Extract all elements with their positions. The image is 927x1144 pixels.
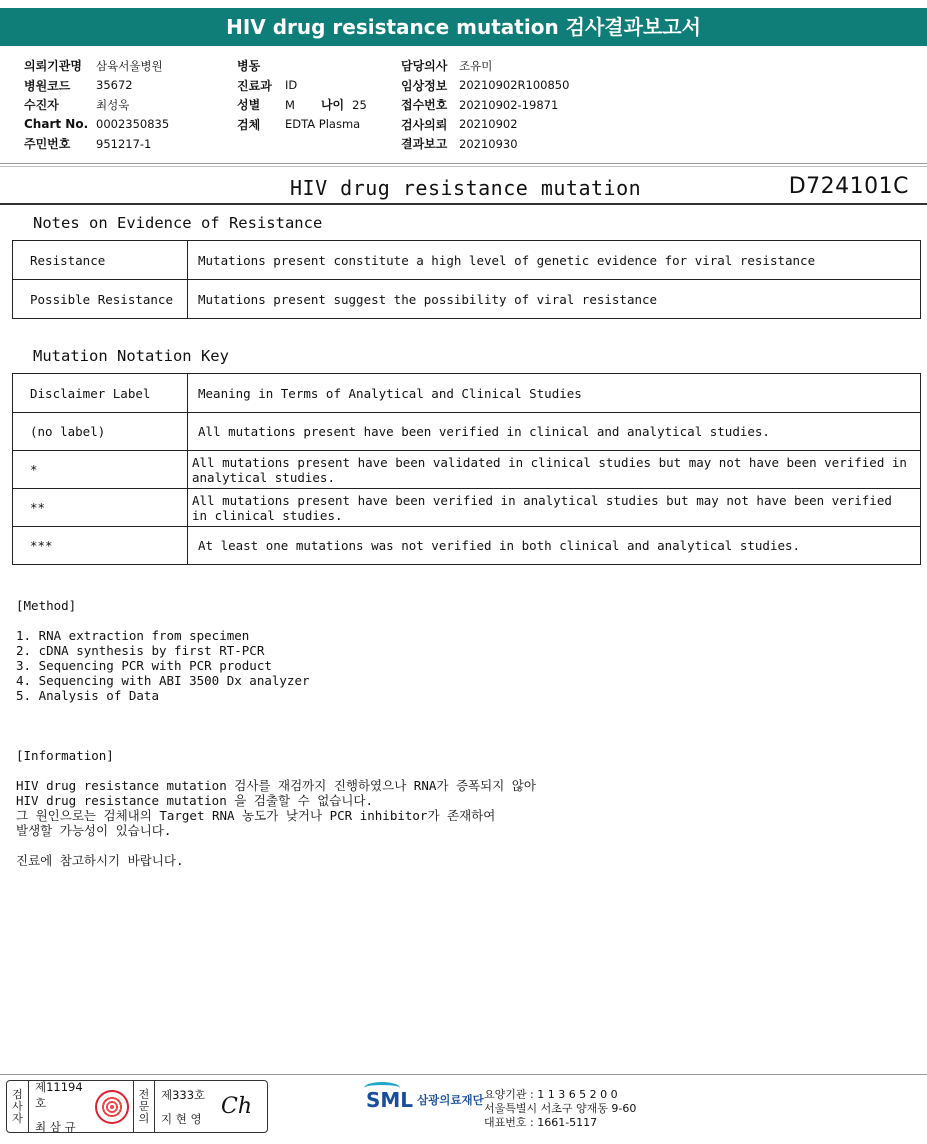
- notes-term: Possible Resistance: [13, 280, 188, 319]
- method-step: 1. RNA extraction from specimen: [16, 628, 250, 643]
- info-label: 진료과: [237, 78, 272, 93]
- key-header-label: Disclaimer Label: [13, 374, 188, 413]
- header-col-report: [401, 56, 569, 154]
- examiner-name: 최 삼 규: [35, 1119, 76, 1134]
- information-title: [Information]: [16, 748, 114, 763]
- table-row: [13, 241, 921, 280]
- sml-logo: [366, 1088, 484, 1112]
- info-row: [401, 115, 569, 135]
- report-title-bar: HIV drug resistance mutation 검사결과보고서: [0, 8, 927, 46]
- key-meaning: All mutations present have been validated in clinical studies but may not have been verified in analytical studies.: [188, 451, 921, 489]
- notes-desc: Mutations present suggest the possibility of viral resistance: [188, 280, 921, 319]
- chart-no-value: 0002350835: [96, 117, 170, 132]
- header-col-clinical: [237, 56, 367, 134]
- info-row: [24, 76, 169, 96]
- key-meaning: At least one mutations was not verified in both clinical and analytical studies.: [188, 527, 921, 565]
- resident-no-value: 951217-1: [96, 136, 152, 151]
- doctor-name: 지 현 영: [161, 1111, 202, 1126]
- method-title: [Method]: [16, 598, 77, 613]
- divider: [0, 166, 927, 172]
- info-label: 수진자: [24, 98, 59, 113]
- table-row: [13, 527, 921, 565]
- divider: [0, 203, 927, 205]
- info-label: 병원코드: [24, 78, 71, 93]
- org-address: 서울특별시 서초구 양재동 9-60: [484, 1102, 637, 1115]
- info-label: 병동: [237, 59, 261, 74]
- label-char: 검: [12, 1087, 23, 1101]
- method-step: 5. Analysis of Data: [16, 688, 159, 703]
- information-line: 발생할 가능성이 있습니다.: [16, 823, 172, 838]
- doctor-cell: [155, 1081, 217, 1132]
- signature-icon: Ch: [221, 1094, 253, 1119]
- method-step: 4. Sequencing with ABI 3500 Dx analyzer: [16, 673, 310, 688]
- method-steps: [16, 628, 310, 703]
- table-row: [13, 280, 921, 319]
- patient-name-value: 최성욱: [96, 97, 130, 112]
- info-label: 검체: [237, 117, 261, 132]
- label-char: 의: [138, 1111, 150, 1125]
- key-label: (no label): [13, 413, 188, 451]
- signature-box: [6, 1080, 268, 1133]
- info-label: Chart No.: [24, 117, 89, 132]
- age-value: 25: [352, 97, 367, 112]
- key-meaning: All mutations present have been verified in analytical studies but may not have been verified in clinical studies.: [188, 489, 921, 527]
- logo-mark: [366, 1088, 413, 1112]
- footer-divider: [0, 1074, 927, 1075]
- logo-text: 삼광의료재단: [417, 1093, 484, 1107]
- label-char: 문: [138, 1099, 150, 1113]
- clinical-info-value: 20210902R100850: [459, 78, 570, 93]
- info-label: 검사의뢰: [401, 117, 448, 132]
- logo-arc-icon: [364, 1082, 400, 1094]
- seal-pattern: [100, 1095, 124, 1119]
- info-row: [24, 134, 169, 154]
- info-label: 담당의사: [401, 59, 448, 74]
- info-label: 나이: [320, 98, 345, 113]
- request-date-value: 20210902: [459, 117, 518, 132]
- table-row: [13, 413, 921, 451]
- info-label: 의뢰기관명: [24, 59, 82, 74]
- org-phone: 대표번호 : 1661-5117: [484, 1116, 598, 1129]
- notes-table: [12, 240, 921, 319]
- table-row: [13, 489, 921, 527]
- info-label: 임상정보: [401, 78, 448, 93]
- key-meaning: All mutations present have been verified in clinical and analytical studies.: [188, 413, 921, 451]
- logo-mark-text: SML: [366, 1088, 414, 1112]
- report-heading: HIV drug resistance mutation: [290, 176, 642, 200]
- table-row: [13, 451, 921, 489]
- info-label: 성별: [237, 98, 261, 113]
- notes-term: Resistance: [13, 241, 188, 280]
- info-label: 접수번호: [401, 98, 448, 113]
- examiner-label: [7, 1081, 29, 1132]
- label-char: 자: [12, 1111, 23, 1125]
- key-label: **: [13, 489, 188, 527]
- information-line: HIV drug resistance mutation 검사를 재검까지 진행하였으나 RNA가 증폭되지 않아: [16, 778, 536, 793]
- info-row: [401, 56, 569, 76]
- info-row: [401, 76, 569, 96]
- info-row: [401, 95, 569, 115]
- info-row: [237, 115, 367, 135]
- specimen-value: EDTA Plasma: [285, 117, 361, 132]
- org-code: 요양기관 : 1 1 3 6 5 2 0 0: [484, 1088, 618, 1101]
- label-char: 전: [138, 1087, 150, 1101]
- patient-info-header: [0, 52, 927, 164]
- information-line: 그 원인으로는 검체내의 Target RNA 농도가 낮거나 PCR inhibitor가 존재하여: [16, 808, 496, 823]
- information-text: [16, 778, 536, 838]
- institution-value: 삼육서울병원: [96, 58, 163, 73]
- table-header-row: [13, 374, 921, 413]
- info-row: [401, 134, 569, 154]
- info-label: 결과보고: [401, 137, 448, 152]
- doctor-value: 조유미: [459, 58, 493, 73]
- method-step: 2. cDNA synthesis by first RT-PCR: [16, 643, 265, 658]
- receipt-no-value: 20210902-19871: [459, 97, 559, 112]
- information-closing: 진료에 참고하시기 바랍니다.: [16, 853, 184, 868]
- report-code: D724101C: [788, 174, 909, 199]
- doctor-label: [133, 1081, 155, 1132]
- header-col-institution: [24, 56, 169, 154]
- method-step: 3. Sequencing PCR with PCR product: [16, 658, 272, 673]
- hospital-code-value: 35672: [96, 78, 133, 93]
- info-row: [24, 115, 169, 135]
- info-row: [237, 56, 367, 76]
- notation-key-table: [12, 373, 921, 565]
- organization-info: [484, 1088, 636, 1130]
- doctor-license-no: 제333호: [161, 1087, 206, 1102]
- key-header-meaning: Meaning in Terms of Analytical and Clinical Studies: [188, 374, 921, 413]
- info-row: [24, 56, 169, 76]
- label-char: 사: [12, 1099, 23, 1113]
- report-date-value: 20210930: [459, 136, 518, 151]
- info-row: [24, 95, 169, 115]
- key-section-title: Mutation Notation Key: [33, 347, 229, 365]
- examiner-license-no: 제11194호: [35, 1079, 83, 1110]
- info-label: 주민번호: [24, 137, 71, 152]
- key-label: ***: [13, 527, 188, 565]
- key-label: *: [13, 451, 188, 489]
- information-line: HIV drug resistance mutation 을 검출할 수 없습니다.: [16, 793, 374, 808]
- sex-value: M: [285, 97, 295, 112]
- seal-icon: [95, 1090, 129, 1124]
- info-row: [237, 95, 367, 115]
- examiner-cell: [29, 1081, 91, 1132]
- info-row: [237, 76, 367, 96]
- notes-section-title: Notes on Evidence of Resistance: [33, 214, 323, 232]
- department-value: ID: [285, 78, 298, 93]
- notes-desc: Mutations present constitute a high level of genetic evidence for viral resistance: [188, 241, 921, 280]
